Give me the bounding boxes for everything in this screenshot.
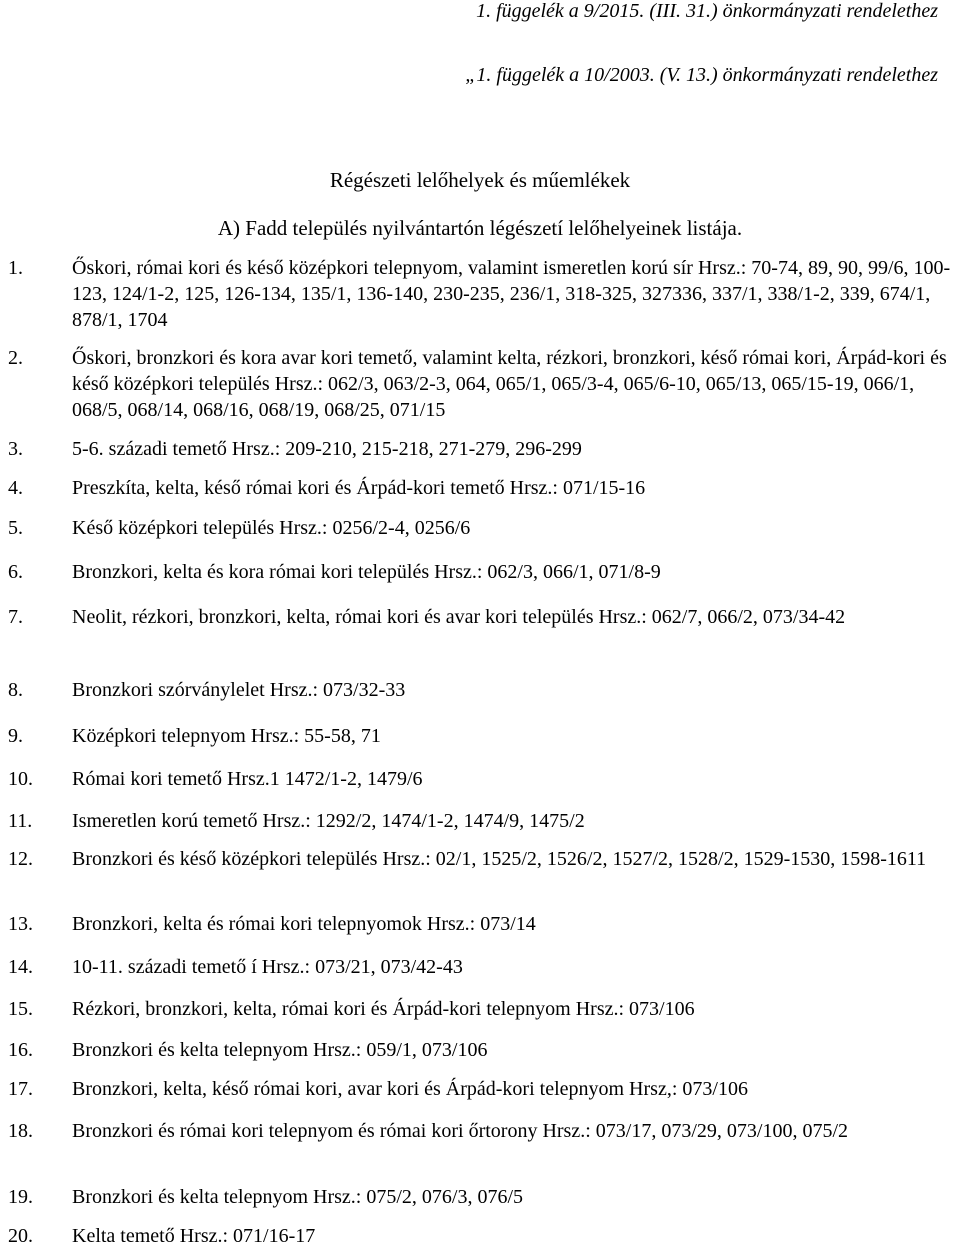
- list-item: [8, 677, 952, 703]
- list-item-text: Bronzkori, kelta, késő római kori, avar kori és Árpád-kori telepnyom Hrsz,: 073/106: [72, 1078, 748, 1100]
- list-item-number: 13.: [8, 913, 33, 935]
- list-item-number: 10.: [8, 768, 33, 790]
- list-item-text: Késő középkori település Hrsz.: 0256/2-4, 0256/6: [72, 517, 471, 539]
- list-item-text: Bronzkori és római kori telepnyom és római kori őrtorony Hrsz.: 073/17, 073/29, 073/100, 075/2: [72, 1120, 848, 1142]
- list-item-text: Őskori, bronzkori és kora avar kori temető, valamint kelta, rézkori, bronzkori, késő római kori, Árpád-kori és késő középkori település Hrsz.: 062/3, 063/2-3, 064, 065/1, 065/3-4, 065/6-10, 065/13, 065/15-19, 066/1, 068/5, 068/14, 068/16, 068/19, 068/25, 071/15: [72, 347, 947, 421]
- list-item: [8, 515, 952, 541]
- list-item-number: 1.: [8, 257, 23, 279]
- list-item: [8, 1184, 952, 1210]
- list-item-number: 5.: [8, 517, 23, 539]
- list-item: [8, 1037, 952, 1063]
- list-item-number: 17.: [8, 1078, 33, 1100]
- list-item-text: Bronzkori, kelta és kora római kori település Hrsz.: 062/3, 066/1, 071/8-9: [72, 561, 661, 583]
- list-item: [8, 345, 952, 423]
- list-item-text: Kelta temető Hrsz.: 071/16-17: [72, 1225, 316, 1247]
- list-item: [8, 808, 952, 834]
- list-item-text: Bronzkori és kelta telepnyom Hrsz.: 059/1, 073/106: [72, 1039, 488, 1061]
- list-item-text: 5-6. századi temető Hrsz.: 209-210, 215-218, 271-279, 296-299: [72, 438, 582, 460]
- list-item: [8, 436, 952, 462]
- list-item-text: Ismeretlen korú temető Hrsz.: 1292/2, 1474/1-2, 1474/9, 1475/2: [72, 810, 585, 832]
- list-item: [8, 1118, 952, 1144]
- list-item-text: Bronzkori, kelta és római kori telepnyomok Hrsz.: 073/14: [72, 913, 536, 935]
- list-item: [8, 255, 952, 333]
- list-item: [8, 766, 952, 792]
- list-item: [8, 846, 952, 872]
- list-item-text: Bronzkori szórványlelet Hrsz.: 073/32-33: [72, 679, 406, 701]
- list-item-number: 3.: [8, 438, 23, 460]
- list-item-number: 9.: [8, 725, 23, 747]
- list-item: [8, 996, 952, 1022]
- list-item-text: 10-11. századi temető í Hrsz.: 073/21, 073/42-43: [72, 956, 463, 978]
- list-item-text: Őskori, római kori és késő középkori telepnyom, valamint ismeretlen korú sír Hrsz.: 70-74, 89, 90, 99/6, 100-123, 124/1-2, 125, 126-134, 135/1, 136-140, 230-235, 236/1, 318-325, 327336, 337/1, 338/1-2, 339, 674/1, 878/1, 1704: [72, 257, 951, 331]
- appendix-header: 1. függelék a 9/2015. (III. 31.) önkormányzati rendelethez: [476, 0, 938, 22]
- list-item: [8, 604, 952, 630]
- section-subtitle: A) Fadd település nyilvántartón légészetí lelőhelyeinek listája.: [217, 216, 743, 240]
- list-item: [8, 559, 952, 585]
- list-item: [8, 1223, 952, 1249]
- list-item: [8, 954, 952, 980]
- list-item-number: 6.: [8, 561, 23, 583]
- list-item-text: Neolit, rézkori, bronzkori, kelta, római kori és avar kori település Hrsz.: 062/7, 066/2, 073/34-42: [72, 606, 846, 628]
- list-item-number: 16.: [8, 1039, 33, 1061]
- list-item-number: 15.: [8, 998, 33, 1020]
- list-item: [8, 1076, 952, 1102]
- list-item: [8, 475, 952, 501]
- list-item-text: Rézkori, bronzkori, kelta, római kori és Árpád-kori telepnyom Hrsz.: 073/106: [72, 998, 695, 1020]
- list-item: [8, 723, 952, 749]
- list-item-number: 11.: [8, 810, 33, 832]
- page-title: Régészeti lelőhelyek és műemlékek: [329, 168, 631, 192]
- list-item-number: 7.: [8, 606, 23, 628]
- list-item-text: Preszkíta, kelta, késő római kori és Árpád-kori temető Hrsz.: 071/15-16: [72, 477, 646, 499]
- list-item-number: 19.: [8, 1186, 33, 1208]
- list-item-text: Bronzkori és kelta telepnyom Hrsz.: 075/2, 076/3, 076/5: [72, 1186, 524, 1208]
- list-item-text: Római kori temető Hrsz.1 1472/1-2, 1479/6: [72, 768, 423, 790]
- list-item-text: Középkori telepnyom Hrsz.: 55-58, 71: [72, 725, 381, 747]
- list-item-number: 4.: [8, 477, 23, 499]
- list-item-number: 8.: [8, 679, 23, 701]
- list-item-number: 20.: [8, 1225, 33, 1247]
- list-item-text: Bronzkori és késő középkori település Hrsz.: 02/1, 1525/2, 1526/2, 1527/2, 1528/2, 1529-1530, 1598-1611: [72, 848, 927, 870]
- list-item-number: 18.: [8, 1120, 33, 1142]
- list-item-number: 2.: [8, 347, 23, 369]
- appendix-header-quoted: „1. függelék a 10/2003. (V. 13.) önkormányzati rendelethez: [465, 64, 938, 86]
- list-item: [8, 911, 952, 937]
- list-item-number: 14.: [8, 956, 33, 978]
- list-item-number: 12.: [8, 848, 33, 870]
